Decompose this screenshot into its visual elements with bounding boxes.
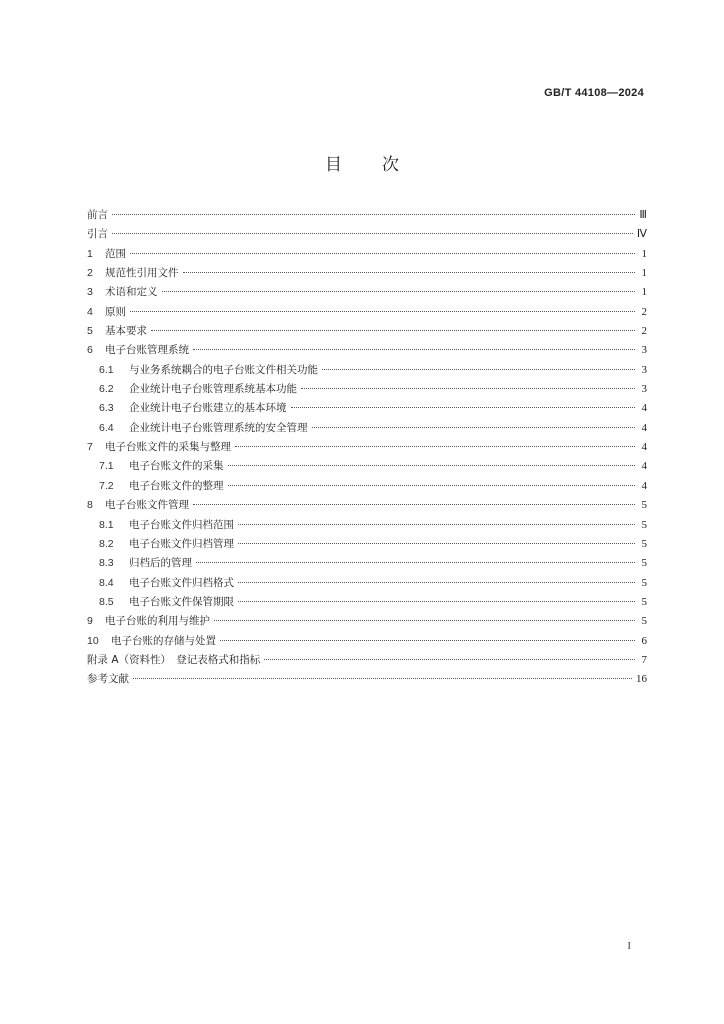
toc-leader-dots xyxy=(193,349,635,350)
toc-entry-label: 归档后的管理 xyxy=(129,557,192,570)
toc-entry-label: 电子台账的存储与处置 xyxy=(111,634,216,647)
toc-entry-number: 8.1 xyxy=(99,518,114,531)
toc-leader-dots xyxy=(130,311,635,312)
toc-entry[interactable] xyxy=(87,322,647,341)
toc-leader-dots xyxy=(162,291,636,292)
toc-entry[interactable] xyxy=(87,245,647,264)
toc-entry[interactable] xyxy=(87,225,647,244)
toc-entry-page: 2 xyxy=(641,305,647,318)
toc-entry-number: 9 xyxy=(87,615,93,628)
toc-entry[interactable] xyxy=(87,341,647,360)
toc-leader-dots xyxy=(301,388,635,389)
title-char-1: 目 xyxy=(325,155,342,175)
toc-entry-label: 附录 A（资料性） 登记表格式和指标 xyxy=(87,653,261,666)
toc-leader-dots xyxy=(112,214,635,215)
toc-entry[interactable] xyxy=(87,399,647,418)
toc-entry-number: 6 xyxy=(87,344,93,357)
toc-entry-number: 8.3 xyxy=(99,557,114,570)
toc-entry-label: 规范性引用文件 xyxy=(105,267,179,280)
toc-entry-label: 电子台账文件归档管理 xyxy=(129,537,234,550)
toc-entry-number: 7.2 xyxy=(99,479,114,492)
toc-entry[interactable] xyxy=(87,457,647,476)
toc-entry-label: 前言 xyxy=(87,209,108,221)
toc-entry-page: 4 xyxy=(641,479,647,492)
toc-entry-label: 电子台账的利用与维护 xyxy=(105,615,210,628)
toc-entry-number: 7.1 xyxy=(99,460,114,473)
toc-leader-dots xyxy=(220,640,635,641)
toc-leader-dots xyxy=(238,582,635,583)
toc-entry-label: 企业统计电子台账建立的基本环境 xyxy=(129,402,287,415)
toc-entry-number: 10 xyxy=(87,634,99,647)
toc-entry-page: 4 xyxy=(641,421,647,434)
toc-entry-label: 范围 xyxy=(105,247,126,260)
toc-leader-dots xyxy=(196,562,635,563)
toc-entry-label: 电子台账文件的采集 xyxy=(129,460,224,473)
toc-leader-dots xyxy=(112,233,633,234)
toc-entry[interactable] xyxy=(87,361,647,380)
toc-entry-label: 电子台账管理系统 xyxy=(105,344,189,357)
toc-entry[interactable] xyxy=(87,651,647,670)
toc-entry-number: 6.1 xyxy=(99,363,114,376)
toc-entry-page: 4 xyxy=(641,460,647,473)
toc-entry-number: 8.4 xyxy=(99,576,114,589)
toc-entry[interactable] xyxy=(87,632,647,651)
toc-entry[interactable] xyxy=(87,283,647,302)
toc-leader-dots xyxy=(133,678,632,679)
toc-entry-label: 企业统计电子台账管理系统基本功能 xyxy=(129,383,297,396)
toc-entry-page: 5 xyxy=(641,557,647,570)
toc-entry-number: 5 xyxy=(87,325,93,338)
toc-entry-number: 2 xyxy=(87,267,93,280)
toc-entry[interactable] xyxy=(87,477,647,496)
toc-entry-page: 6 xyxy=(641,634,647,647)
toc-entry-page: 2 xyxy=(641,325,647,338)
toc-entry[interactable] xyxy=(87,535,647,554)
toc-leader-dots xyxy=(235,446,635,447)
toc-entry-page: 7 xyxy=(641,653,647,666)
toc-entry-number: 3 xyxy=(87,286,93,299)
toc-entry-label: 电子台账文件的采集与整理 xyxy=(105,441,231,454)
toc-entry[interactable] xyxy=(87,206,647,225)
toc-leader-dots xyxy=(238,601,635,602)
toc-entry-label: 电子台账文件保管期限 xyxy=(129,595,234,608)
toc-entry-label: 电子台账文件的整理 xyxy=(129,479,224,492)
title-char-2: 次 xyxy=(382,155,399,175)
toc-entry[interactable] xyxy=(87,593,647,612)
toc-leader-dots xyxy=(322,369,635,370)
toc-leader-dots xyxy=(291,407,636,408)
toc-entry-page: 1 xyxy=(641,286,647,299)
toc-entry-page: 5 xyxy=(641,518,647,531)
toc-entry-label: 与业务系统耦合的电子台账文件相关功能 xyxy=(129,363,318,376)
toc-leader-dots xyxy=(183,272,636,273)
toc-entry-page: 5 xyxy=(641,576,647,589)
toc-entry[interactable] xyxy=(87,419,647,438)
toc-entry[interactable] xyxy=(87,303,647,322)
toc-entry-page: 5 xyxy=(641,595,647,608)
toc-leader-dots xyxy=(151,330,635,331)
toc-entry[interactable] xyxy=(87,438,647,457)
toc-entry-page: 5 xyxy=(641,537,647,550)
toc-entry-number: 1 xyxy=(87,247,93,260)
toc-entry-page: 3 xyxy=(641,383,647,396)
toc-entry-number: 8.5 xyxy=(99,595,114,608)
toc-entry-number: 8 xyxy=(87,499,93,512)
toc-entry[interactable] xyxy=(87,516,647,535)
toc-leader-dots xyxy=(228,485,636,486)
toc-leader-dots xyxy=(193,504,635,505)
toc-entry[interactable] xyxy=(87,554,647,573)
standard-code: GB/T 44108—2024 xyxy=(544,87,644,99)
toc-entry-label: 电子台账文件归档范围 xyxy=(129,518,234,531)
toc-entry-label: 电子台账文件管理 xyxy=(105,499,189,512)
toc-entry[interactable] xyxy=(87,380,647,399)
toc-entry-page: 1 xyxy=(641,267,647,280)
toc-leader-dots xyxy=(238,524,635,525)
toc-entry-label: 原则 xyxy=(105,305,126,318)
toc-entry-number: 7 xyxy=(87,441,93,454)
toc-leader-dots xyxy=(214,620,635,621)
toc-entry-label: 术语和定义 xyxy=(105,286,158,299)
toc-entry-label: 基本要求 xyxy=(105,325,147,338)
page-number: I xyxy=(627,940,631,952)
toc-entry-number: 6.2 xyxy=(99,383,114,396)
toc-entry-page: Ⅳ xyxy=(636,228,647,241)
toc-entry-page: Ⅲ xyxy=(639,209,647,221)
toc-entry-number: 6.4 xyxy=(99,421,114,434)
toc-entry[interactable] xyxy=(87,574,647,593)
toc-entry-page: 3 xyxy=(641,363,647,376)
toc-entry-page: 3 xyxy=(641,344,647,357)
toc-entry-page: 4 xyxy=(641,402,647,415)
toc-leader-dots xyxy=(312,427,636,428)
toc-entry-number: 6.3 xyxy=(99,402,114,415)
toc-entry-number: 8.2 xyxy=(99,537,114,550)
table-of-contents xyxy=(87,206,647,690)
toc-entry-page: 4 xyxy=(641,441,647,454)
toc-entry[interactable] xyxy=(87,496,647,515)
toc-entry[interactable] xyxy=(87,264,647,283)
toc-leader-dots xyxy=(130,253,635,254)
toc-entry-page: 5 xyxy=(641,615,647,628)
toc-entry-label: 引言 xyxy=(87,228,108,241)
toc-leader-dots xyxy=(228,465,636,466)
toc-entry-label: 参考文献 xyxy=(87,673,129,686)
toc-entry[interactable] xyxy=(87,612,647,631)
toc-entry-number: 4 xyxy=(87,305,93,318)
toc-leader-dots xyxy=(238,543,635,544)
toc-entry-label: 电子台账文件归档格式 xyxy=(129,576,234,589)
toc-entry-page: 1 xyxy=(641,247,647,260)
page-title xyxy=(0,150,724,175)
toc-leader-dots xyxy=(264,659,635,660)
toc-entry-page: 5 xyxy=(641,499,647,512)
toc-entry[interactable] xyxy=(87,670,647,689)
toc-entry-page: 16 xyxy=(636,673,647,686)
toc-entry-label: 企业统计电子台账管理系统的安全管理 xyxy=(129,421,308,434)
